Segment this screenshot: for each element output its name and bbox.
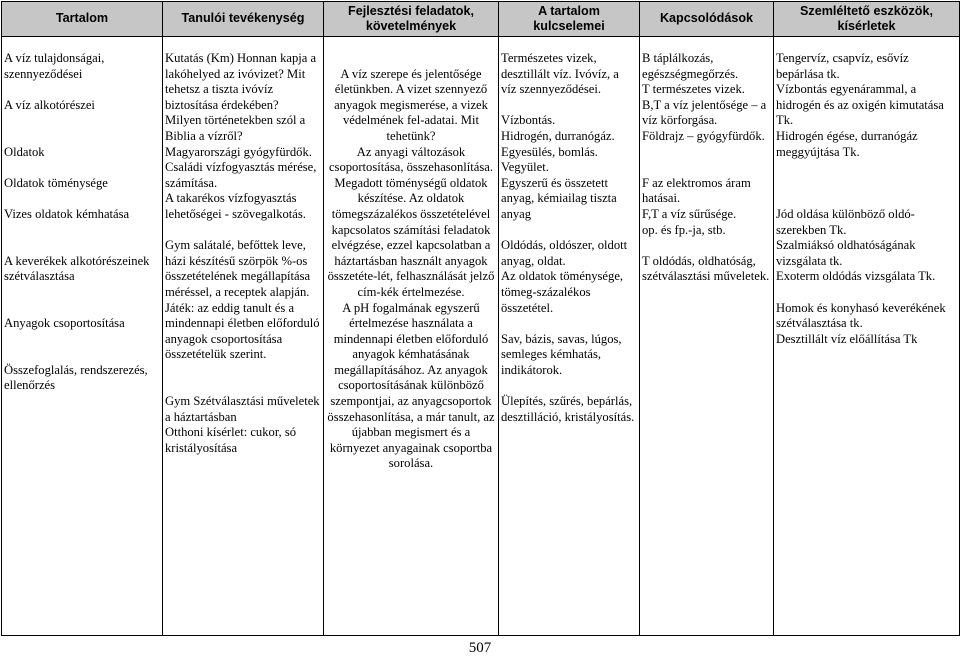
header-row [2,2,960,37]
header-tartalom: Tartalom [2,2,163,37]
header-tanuloi-tevekenyseg: Tanulói tevékenység [163,2,324,37]
cell-fejlesztesi-feladatok: A víz szerepe és jelentősége életünkben. A vizet szennyező anyagok megismerése, a vizek védelmének fel-adatai. Mit tehetünk? Az anyagi változások csoportosítása, összehasonlítása. Megadott töménységű oldatok készítése. Az oldatok tömegszázalékos összetételével kapcsolatos számítási feladatok elvégzése, ezzel kapcsolatban a háztartásban használt anyagok összetéte-lét, felhasználását jelző cím-kék értelmezése. A pH fogalmának egyszerű értelmezése használata a mindennapi életben előforduló anyagok kémhatásának megállapításához. Az anyagok csoportosításának különböző szempontjai, az anyagcsoportok összehasonlítása, a már tanult, az újabban megismert és a környezet anyagainak csoportba sorolása. [324,37,499,636]
cell-tanuloi-tevekenyseg: Kutatás (Km) Honnan kapja a lakóhelyed az ivóvizet? Mit tehetsz a tiszta ivóvíz biztosítása érdekében? Milyen történetekben szól a Biblia a vízről? Magyarországi gyógyfürdők. Családi vízfogyasztás mérése, számítása. A takarékos vízfogyasztás lehetőségei - szövegalkotás. Gym salátalé, befőttek leve, házi készítésű szörpök %-os összetételének megállapítása méréssel, a receptek alapján. Játék: az eddig tanult és a mindennapi életben előforduló anyagok csoportosítása összetételük szerint. Gym Szétválasztási műveletek a háztartásban Otthoni kísérlet: cukor, só kristályosítása [163,37,324,636]
table-row [2,37,960,636]
header-kulcselemek: A tartalom kulcselemei [499,2,640,37]
cell-kapcsolodasok: B táplálkozás, egészségmegőrzés. T természetes vizek. B,T a víz jelentősége – a víz körforgása. Földrajz – gyógyfürdők. F az elektromos áram hatásai. F,T a víz sűrűsége. op. és fp.-ja, stb. T oldódás, oldhatóság, szétválasztási műveletek. [640,37,774,636]
header-kapcsolodasok: Kapcsolódások [640,2,774,37]
page-number: 507 [468,640,492,656]
header-fejlesztesi-feladatok: Fejlesztési feladatok, követelmények [324,2,499,37]
cell-kulcselemek: Természetes vizek, desztillált víz. Ivóvíz, a víz szennyeződései. Vízbontás. Hidrogén, durranógáz. Egyesülés, bomlás. Vegyület. Egyszerű és összetett anyag, kémiailag tiszta anyag Oldódás, oldószer, oldott anyag, oldat. Az oldatok töménysége, tömeg-százalékos összetétel. Sav, bázis, savas, lúgos, semleges kémhatás, indikátorok. Ülepítés, szűrés, bepárlás, desztilláció, kristályosítás. [499,37,640,636]
cell-szemlelteto-eszkozok: Tengervíz, csapvíz, esővíz bepárlása tk. Vízbontás egyenárammal, a hidrogén és az oxigén kimutatása Tk. Hidrogén égése, durranógáz meggyújtása Tk. Jód oldása különböző oldó-szerekben Tk. Szalmiáksó oldhatóságának vizsgálata tk. Exoterm oldódás vizsgálata Tk. Homok és konyhasó keverékének szétválasztása tk. Desztillált víz előállítása Tk [774,37,960,636]
cell-tartalom: A víz tulajdonságai, szennyeződései A víz alkotórészei Oldatok Oldatok töménysége Vizes oldatok kémhatása A keverékek alkotórészeinek szétválasztása Anyagok csoportosítása Összefoglalás, rendszerezés, ellenőrzés [2,37,163,636]
header-szemlelteto-eszkozok: Szemléltető eszközök, kísérletek [774,2,960,37]
curriculum-table [1,1,960,636]
